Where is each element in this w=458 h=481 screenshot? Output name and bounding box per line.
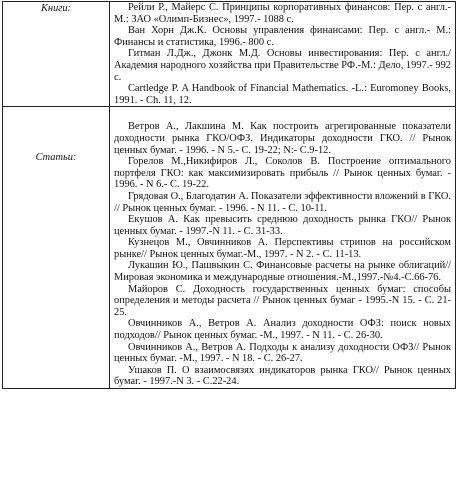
books-label-cell bbox=[3, 2, 110, 107]
article-entry: Овчинников А., Ветров А. Подходы к анализу доходности ОФЗ// Рынок ценных бумаг. -М., 1997. - N 18. - С. 26-27. bbox=[114, 341, 451, 365]
article-entry: Горелов М.,Никифиров Л., Соколов В. Построение оптимального портфеля ГКО: как максимизировать прибыль // Рынок ценных бумаг. - 1996. - N 6.- С. 19-22. bbox=[114, 156, 451, 191]
article-entry: Екушов А. Как превысить среднюю доходность рынка ГКО// Рынок ценных бумаг. - 1997.-N 11. - С. 31-33. bbox=[114, 214, 451, 237]
book-entry: Ван Хорн Дж.К. Основы управления финансами: Пер. с англ.- М.: Финансы и статистика, 1996.- 800 с. bbox=[114, 25, 451, 48]
article-entry: Ветров А., Лакшина М. Как построить агрегированные показатели доходности рынка ГКО/ОФЗ. Индикаторы доходности ГКО. // Рынок ценных бумаг. - 1996. - N 5.- С. 19-22; N:- С.9-12. bbox=[114, 121, 451, 156]
articles-row bbox=[3, 107, 456, 389]
article-entry: Лукашин Ю., Пашвыкин С. Финансовые расчеты на рынке облигаций//Мировая экономика и международные отношения.-М.,1997.-№4.-С.66-76. bbox=[114, 260, 451, 284]
articles-list bbox=[110, 107, 455, 388]
book-entry: Рейли Р., Майерс С. Принципы корпоративных финансов: Пер. с англ.- М.: ЗАО «Олимп-Бизнес», 1997.- 1088 с. bbox=[114, 2, 451, 25]
article-entry: Овчинников А., Ветров А. Анализ доходности ОФЗ: поиск новых подходов// Рынок ценных бумаг. -М., 1997. - N 11. - С. 26-30. bbox=[114, 318, 451, 342]
book-entry: Cartledge P. A Handbook of Financial Mathematics. -L.: Euromoney Books, 1991. - Ch. 11, 12. bbox=[114, 83, 451, 106]
books-label: Книги: bbox=[41, 3, 71, 14]
articles-label: Статьи: bbox=[35, 152, 77, 164]
articles-list-cell bbox=[110, 107, 456, 389]
books-list bbox=[110, 2, 455, 106]
articles-label-cell bbox=[3, 107, 110, 389]
books-row bbox=[3, 2, 456, 107]
book-entry: Гитман Л.Дж., Джонк М.Д. Основы инвестирования: Пер. с англ./Академия народного хозяйства при Правительстве РФ.-М.: Дело, 1997.- 992 с. bbox=[114, 48, 451, 83]
bibliography-table bbox=[2, 1, 456, 389]
article-entry: Грядовая О., Благодатин А. Показатели эффективности вложений в ГКО. // Рынок ценных бумаг. - 1996. - N 11. - С. 10-11. bbox=[114, 190, 451, 214]
article-entry: Ушаков П. О взаимосвязях индикаторов рынка ГКО// Рынок ценных бумаг. - 1997.-N 3. - С.22-24. bbox=[114, 364, 451, 388]
article-entry: Майоров С. Доходность государственных ценных бумаг: способы определения и методы расчета // Рынок ценных бумаг - 1995.-N 15. - С. 21-25. bbox=[114, 283, 451, 318]
books-list-cell bbox=[110, 2, 456, 107]
article-entry: Кузнецов М., Овчинников А. Перспективы стрипов на российском рынке// Рынок ценных бумаг.-М., 1997. - N 2. - С. 11-13. bbox=[114, 237, 451, 260]
